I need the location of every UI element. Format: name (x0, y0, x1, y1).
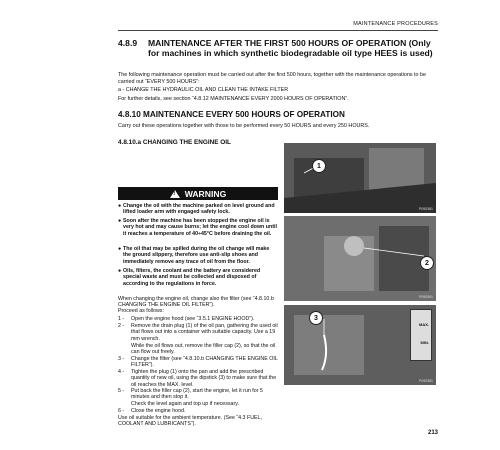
figure-filler-cap (284, 216, 436, 301)
callout-2: 2 (420, 256, 434, 270)
dipstick-level-gauge (410, 309, 432, 361)
callout-3: 3 (309, 311, 323, 325)
warning-icon (170, 190, 180, 198)
page-number: 213 (427, 430, 438, 436)
step-item: 5 - Put back the filler cap (2), start the engine, let it run for 5 minutes and then stop it. (118, 388, 263, 401)
warning-bullet: ● Oils, filters, the coolant and the battery are considered special waste and must be collected and disposed of according to the regulations in force. (118, 268, 261, 287)
closing-note: Use oil suitable for the ambient temperature. (See “4.3 FUEL, COOLANT AND LUBRICANTS”). (118, 415, 262, 428)
filter-note: When changing the engine oil, change also the filter (see “4.8.10.b CHANGING THE ENGINE OIL FILTER”). (118, 296, 274, 309)
warning-bullet: ● Change the oil with the machine parked on level ground and lifted loader arm with engaged safety lock. (118, 203, 275, 216)
min-label: MIN. (420, 340, 429, 345)
figure-drain-plug (284, 143, 436, 213)
figure-code: P090391 (418, 295, 433, 299)
section-number: 4.8.9 (118, 38, 138, 48)
filler-photo-illustration (284, 216, 436, 301)
warning-bullet: ● The oil that may be spilled during the oil change will make the ground slippery, therefore use anti-slip shoes and immediately remove any trace of oil from the floor. (118, 246, 270, 265)
running-header: MAINTENANCE PROCEDURES (353, 21, 438, 27)
s489-item-a: a - CHANGE THE HYDRAULIC OIL AND CLEAN THE INTAKE FILTER (118, 87, 289, 93)
step-item: 4 - Tighten the plug (1) onto the pan and add the prescribed quantity of new oil, using the dipstick (3) to make sure that the oil reaches the MAX. level. (118, 369, 277, 388)
s489-details: For further details, see section “4.8.12 MAINTENANCE EVERY 2000 HOURS OF OPERATION”. (118, 96, 349, 102)
step-item: 1 - Open the engine hood (see “3.5.1 ENGINE HOOD”). (118, 316, 255, 322)
s4810-intro: Carry out these operations together with those to be performed every 50 HOURS and every 250 HOURS. (118, 123, 370, 129)
header-rule (118, 30, 438, 31)
section-4-8-10-heading: 4.8.10 MAINTENANCE EVERY 500 HOURS OF OPERATION (118, 110, 345, 119)
warning-banner (118, 187, 278, 200)
step-item: While the oil flows out, remove the filler cap (2), so that the oil can flow out freely. (131, 343, 276, 356)
figure-dipstick (284, 305, 436, 385)
step-item: 3 - Change the filter (see “4.8.10.b CHANGING THE ENGINE OIL FILTER”). (118, 356, 278, 369)
figure-code: P090381 (418, 379, 433, 383)
max-label: MAX. (419, 322, 429, 327)
callout-1: 1 (312, 159, 326, 173)
section-title: MAINTENANCE AFTER THE FIRST 500 HOURS OF OPERATION (Only for machines in which synthetic biodegradable oil type HEES is used) (148, 38, 433, 58)
step-item: 6 - Close the engine hood. (118, 408, 186, 414)
figure-code: P090381 (418, 207, 433, 211)
s489-intro: The following maintenance operation must be carried out after the first 500 hours, together with the maintenance operations to be carried out “EVERY 500 HOURS”: (118, 72, 427, 85)
section-4-8-10-a-heading: 4.8.10.a CHANGING THE ENGINE OIL (118, 139, 231, 146)
engine-photo-illustration (284, 143, 436, 213)
proceed-label: Proceed as follows: (118, 308, 164, 314)
step-item: 2 - Remove the drain plug (1) of the oil pan, gathering the used oil that flows out into a container with suitable capacity. Use a 19 mm wrench. (118, 323, 278, 342)
step-item: Check the level again and top up if necessary. (131, 401, 239, 407)
warning-bullet: ● Soon after the machine has been stopped the engine oil is very hot and may cause burns; let the engine cool down until it reaches a temperature of 40÷45°C before draining the oil. (118, 218, 277, 237)
warning-label: WARNING (184, 188, 227, 199)
section-4-8-9-heading (118, 38, 438, 58)
